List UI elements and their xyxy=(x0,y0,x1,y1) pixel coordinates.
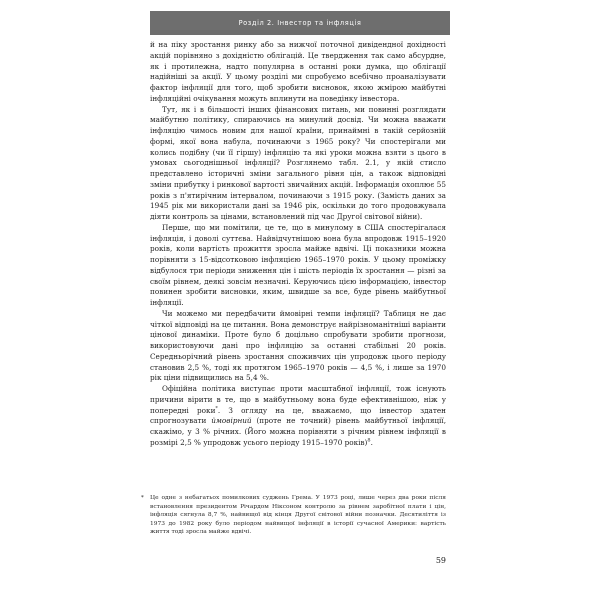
paragraph-5-part-b: . З огляду на це, вважаємо, що інвестор здатен спрогнозувати xyxy=(150,405,446,426)
endnote-reference: 8 xyxy=(367,437,371,444)
paragraph-4: Чи можемо ми передбачити ймовірні темпи інфляції? Таблиця не дає чіткої відповіді на це питання. Вона демонструє найрізноманітніші варіанти цінової динаміки. Проте було б доцільно спробувати зробити прогнози, використовуючи дані про інфляцію за останні стабільні 20 років. Середньорічний рівень зростання споживчих цін упродовж цього періоду становив 2,5 %, тоді як протягом 1965–1970 років — 4,5 %, і лише за 1970 рік ціни підвищились на 5,4 %. xyxy=(150,308,446,383)
running-head-text: Розділ 2. Інвестор та інфляція xyxy=(238,19,362,27)
paragraph-3: Перше, що ми помітили, це те, що в минулому в США спостерігалася інфляція, і доволі суттєва. Найвідчутнішою вона була впродовж 1915–1920 років, коли вартість прожиття зросла майже вдвічі. Ці показники можна порівняти з 15-відсотковою інфляцією 1965–1970 років. У цьому проміжку відбулося три періоди зниження цін і шість періодів їх зростання — різні за своїм рівнем, деякі зовсім незначні. Керуючись цією інформацією, інвестор повинен зробити висновки, яким, швидше за все, буде рівень майбутньої інфляції. xyxy=(150,222,446,307)
paragraph-5-part-a: Офіційна політика виступає проти масштабної інфляції, тож існують причини вірити в те, що в майбутньому вона буде ефективнішою, ніж у попередні роки xyxy=(150,384,446,415)
paragraph-5-part-c: (проте не точний) рівень майбутньої інфляції, скажімо, у 3 % річних. (Його можна порівняти з річним рівнем інфляції в розмірі 2,5 % упродовж усього періоду 1915–1970 років) xyxy=(150,416,446,447)
page-number: 59 xyxy=(435,556,446,565)
paragraph-1: й на піку зростання ринку або за нижчої поточної дивідендної дохідності акцій порівняно з дохідністю облігацій. Це твердження так само абсурдне, як і протилежна, надто популярна в останні роки думка, що облігації надійніші за акції. У цьому розділі ми спробуємо всебічно проаналізувати фактор інфляції для того, щоб зробити висновок, якою жмірою майбутні інфляційні очікування можуть вплинути на поведінку інвестора. xyxy=(150,40,446,103)
paragraph-5-part-d: . xyxy=(370,437,373,447)
body-text xyxy=(150,40,446,449)
footnote-marker: * xyxy=(141,495,144,501)
paragraph-5-emphasis: ймовірний xyxy=(211,416,252,426)
footnote-text: Це одне з небагатьох помилкових суджень Грема. У 1973 році, лише через два роки після встановлення президентом Річардом Ніксоном контролю за рівнем заробітної плати і цін, інфляція сягнула 8,7 %, найвищої від кінця Другої світової війни позначки. Десятиліття із 1973 до 1982 року було періодом найвищої інфляції в історії сучасної Америки: вартість життя тоді зросла майже вдвічі. xyxy=(150,495,446,536)
footnote xyxy=(141,494,446,537)
paragraph-2: Тут, як і в більшості інших фінансових питань, ми повинні розглядати майбутню політику, спираючись на минулий досвід. Чи можна вважати інфляцію чимось новим для нашої країни, принаймні в такій серйозній формі, якої вона набула, починаючи з 1965 року? Чи спостерігали ми колись подібну (чи її гіршу) інфляцію та які уроки можна взяти з цього в умовах сьогоднішньої інфляції? Розглянемо табл. 2.1, у якій стисло представлено історичні зміни загального рівня цін, а також відповідні зміни прибутку і ринкової вартості звичайних акцій. Інформація охоплює 55 років з п'ятирічним інтервалом, починаючи з 1915 року. (Замість даних за 1945 рік ми використали дані за 1946 рік, оскільки до того продовжувала діяти контроль за цінами, встановлений під час Другої світової війни). xyxy=(150,104,446,221)
paragraph-5 xyxy=(150,384,446,449)
running-head xyxy=(150,11,450,35)
footnote-reference: * xyxy=(215,405,218,412)
